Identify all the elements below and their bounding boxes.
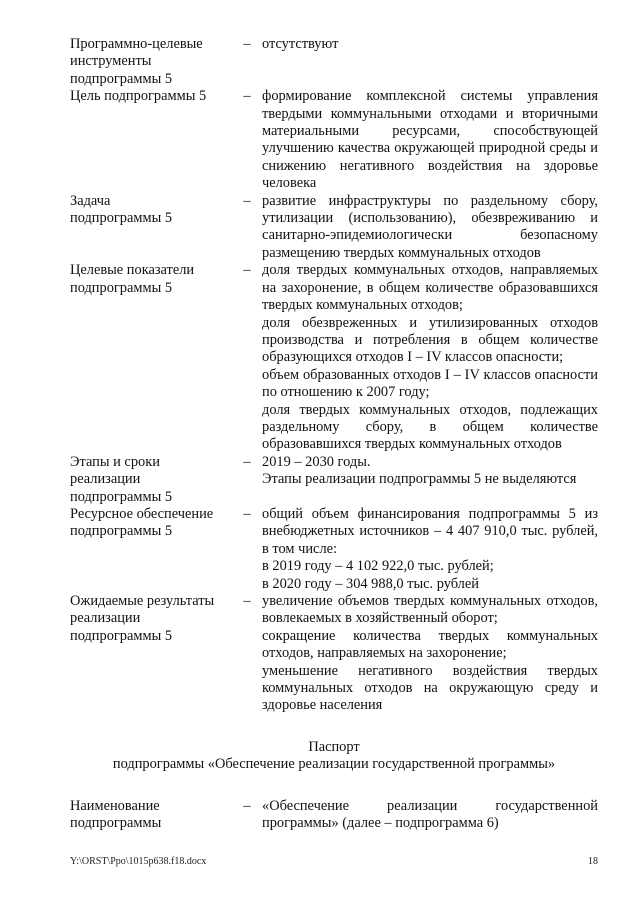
passport-row-results [70,593,598,715]
row-paragraph: развитие инфраструктуры по раздельному сбору, утилизации (использованию), обезвреживанию и санитарно-эпидемиологически безопасному размещению твердых коммунальных отходов [262,192,598,261]
row-paragraph: «Обеспечение реализации государственной программы» (далее – подпрограмма 6) [262,797,598,832]
passport-row-task [70,193,598,263]
row-dash: – [243,88,251,105]
row-content [262,88,598,192]
row-label: Программно-целевые инструменты подпрограммы 5 [70,36,203,87]
row-label: Целевые показатели подпрограммы 5 [70,262,195,296]
row-dash: – [243,453,251,470]
row-content [262,262,598,453]
passport-row-goal [70,88,598,192]
passport-row-instruments [70,36,598,88]
row-dash: – [243,36,251,52]
row-paragraph: общий объем финансирования подпрограммы 5 из внебюджетных источников – 4 407 910,0 тыс. рублей, в том числе: [262,505,598,557]
row-paragraph: уменьшение негативного воздействия твердых коммунальных отходов на окружающую среду и здоровье населения [262,662,598,714]
row-paragraph: в 2019 году – 4 102 922,0 тыс. рублей; [262,558,494,575]
footer-file-path: Y:\ORST\Ppo\1015p638.f18.docx [70,856,207,867]
row-content [262,506,598,593]
row-paragraph: сокращение количества твердых коммунальных отходов, направляемых на захоронение; [262,627,598,662]
row-paragraph: в 2020 году – 304 988,0 тыс. рублей [262,575,479,592]
row-label: Ресурсное обеспечение подпрограммы 5 [70,505,214,540]
row-dash: – [243,505,251,522]
passport-row-resources [70,506,598,593]
row-paragraph: объем образованных отходов I – IV классов опасности по отношению к 2007 году; [262,366,598,401]
passport-row-indicators [70,262,598,453]
row-label: Наименование подпрограммы [70,797,162,832]
document-page [70,36,598,832]
row-paragraph: доля обезвреженных и утилизированных отходов производства и потребления в общем количестве образующихся отходов I – IV классов опасности; [262,314,598,366]
row-content [262,36,598,53]
row-label: Задача подпрограммы 5 [70,192,173,227]
passport-row-stages [70,454,598,506]
row-content [262,798,598,833]
passport-subtitle: подпрограммы «Обеспечение реализации государственной программы» [112,756,556,773]
passport-row-name [70,798,598,833]
footer-page-number: 18 [588,856,598,867]
row-label: Ожидаемые результаты реализации подпрограммы 5 [70,593,215,644]
row-paragraph: доля твердых коммунальных отходов, подлежащих раздельному сбору, в общем количестве образовавшихся твердых коммунальных отходов [262,401,598,453]
row-dash: – [243,797,251,814]
passport-title: Паспорт [308,738,360,755]
row-label: Цель подпрограммы 5 [70,88,207,105]
row-paragraph: формирование комплексной системы управления твердыми коммунальными отходами и вторичными материальными ресурсами, способствующей улучшению качества окружающей природной среды и снижению негативного воздействия на здоровье человека [262,88,598,192]
row-content [262,193,598,263]
page-footer [70,856,598,868]
row-dash: – [243,593,251,609]
row-paragraph: отсутствуют [262,36,339,52]
row-paragraph: доля твердых коммунальных отходов, направляемых на захоронение, в общем количестве образовавшихся твердых коммунальных отходов; [262,262,598,314]
row-label: Этапы и сроки реализации подпрограммы 5 [70,453,173,505]
row-paragraph: 2019 – 2030 годы. [262,453,371,470]
row-paragraph: увеличение объемов твердых коммунальных отходов, вовлекаемых в хозяйственный оборот; [262,593,598,627]
row-dash: – [243,262,251,279]
row-dash: – [243,192,251,209]
row-paragraph: Этапы реализации подпрограммы 5 не выделяются [262,471,577,488]
row-content [262,454,598,489]
row-content [262,593,598,715]
